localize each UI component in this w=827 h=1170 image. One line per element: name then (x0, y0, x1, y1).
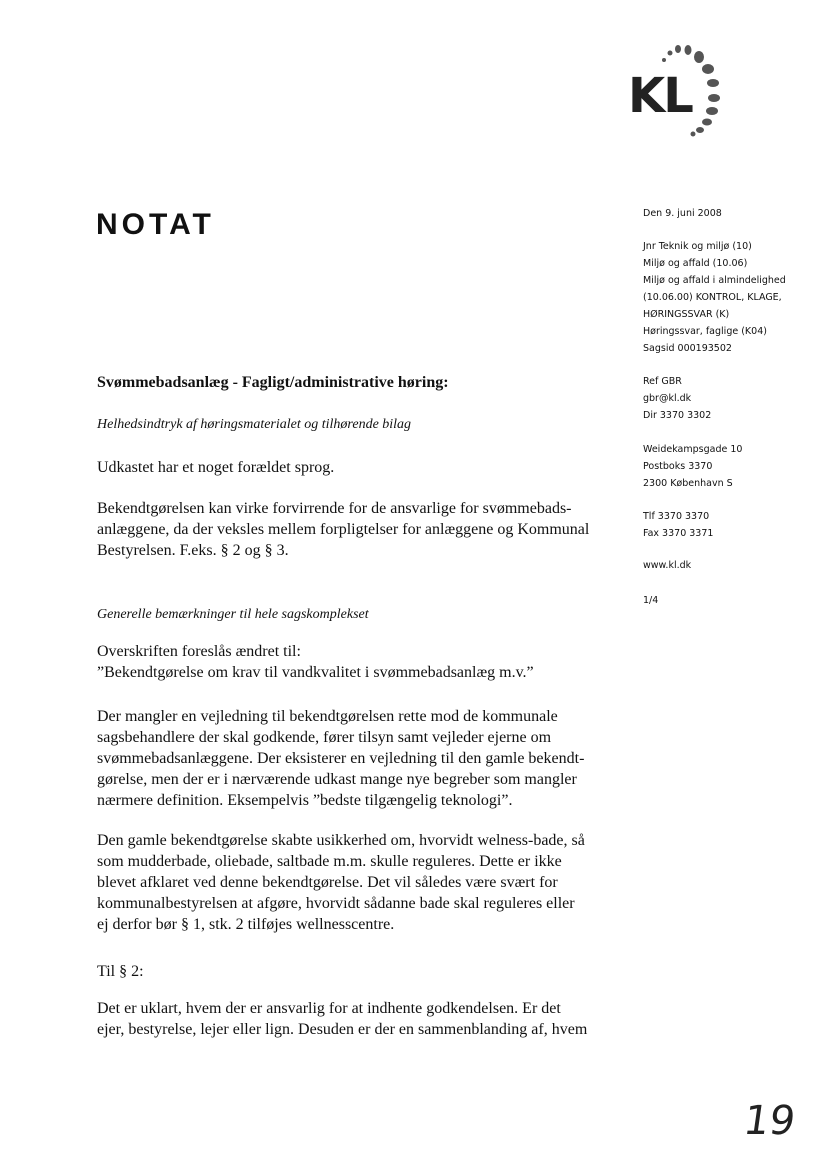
text-line: svømmebadsanlæggene. Der eksisterer en vejledning til den gamle bekendt- (97, 750, 585, 767)
journal-line: Miljø og affald (10.06) (643, 258, 748, 269)
sidebar-website: www.kl.dk (643, 560, 692, 571)
sidebar-phone (643, 508, 813, 542)
fax-line: Fax 3370 3371 (643, 528, 714, 539)
paragraph (97, 498, 617, 561)
text-line: kommunalbestyrelsen at afgøre, hvorvidt sådanne bade skal reguleres eller (97, 895, 575, 912)
address-line: Weidekampsgade 10 (643, 444, 743, 455)
sidebar-date: Den 9. juni 2008 (643, 208, 722, 219)
document-title: NOTAT (96, 208, 215, 241)
section-heading: Svømmebadsanlæg - Fagligt/administrative høring: (97, 374, 449, 391)
contact-ref: Ref GBR (643, 376, 682, 387)
sidebar-journal (643, 238, 813, 357)
text-line: Det er uklart, hvem der er ansvarlig for at indhente godkendelsen. Er det (97, 1000, 561, 1017)
text-line: Den gamle bekendtgørelse skabte usikkerhed om, hvorvidt welness-bade, så (97, 832, 585, 849)
journal-line: Miljø og affald i almindelighed (643, 275, 786, 286)
sidebar-contact (643, 373, 813, 424)
contact-direct: Dir 3370 3302 (643, 410, 712, 421)
contact-email: gbr@kl.dk (643, 393, 692, 404)
journal-line: Sagsid 000193502 (643, 343, 732, 354)
text-line: Der mangler en vejledning til bekendtgørelsen rette mod de kommunale (97, 708, 558, 725)
text-line: Bestyrelsen. F.eks. § 2 og § 3. (97, 542, 289, 559)
paragraph: Udkastet har et noget forældet sprog. (97, 459, 335, 476)
sidebar-page-indicator: 1/4 (643, 595, 659, 606)
subheading-general: Generelle bemærkninger til hele sagskomplekset (97, 607, 369, 622)
journal-line: Høringssvar, faglige (K04) (643, 326, 767, 337)
journal-line: (10.06.00) KONTROL, KLAGE, (643, 292, 782, 303)
text-line: gørelse, men der er i nærværende udkast mange nye begreber som mangler (97, 771, 577, 788)
paragraph (97, 998, 617, 1040)
handwritten-page-number: 19 (740, 1098, 799, 1144)
text-line: Bekendtgørelsen kan virke forvirrende for de ansvarlige for svømmebads- (97, 500, 572, 517)
text-line: Overskriften foreslås ændret til: (97, 643, 301, 660)
paragraph (97, 706, 617, 811)
text-line: ej derfor bør § 1, stk. 2 tilføjes wellnesscentre. (97, 916, 395, 933)
text-line: ejer, bestyrelse, lejer eller lign. Desuden er der en sammenblanding af, hvem (97, 1021, 588, 1038)
text-line: nærmere definition. Eksempelvis ”bedste tilgængelig teknologi”. (97, 792, 513, 809)
text-line: ”Bekendtgørelse om krav til vandkvalitet i svømmebadsanlæg m.v.” (97, 664, 534, 681)
text-line: anlæggene, da der veksles mellem forpligtelser for anlæggene og Kommunal (97, 521, 590, 538)
paragraph (97, 830, 617, 935)
address-line: Postboks 3370 (643, 461, 713, 472)
logo-text: KL (628, 68, 692, 124)
journal-line: Jnr Teknik og miljø (10) (643, 241, 752, 252)
phone-line: Tlf 3370 3370 (643, 511, 710, 522)
sidebar-address (643, 441, 813, 492)
text-line: sagsbehandlere der skal godkende, fører tilsyn samt vejleder ejerne om (97, 729, 552, 746)
journal-line: HØRINGSSVAR (K) (643, 309, 730, 320)
subheading-overall: Helhedsindtryk af høringsmaterialet og tilhørende bilag (97, 417, 412, 432)
address-line: 2300 København S (643, 478, 733, 489)
text-line: som mudderbade, oliebade, saltbade m.m. skulle reguleres. Dette er ikke (97, 853, 562, 870)
paragraph: Til § 2: (97, 963, 144, 980)
text-line: blevet afklaret ved denne bekendtgørelse. Det vil således være svært for (97, 874, 558, 891)
kl-logo (618, 38, 743, 148)
paragraph (97, 641, 617, 683)
